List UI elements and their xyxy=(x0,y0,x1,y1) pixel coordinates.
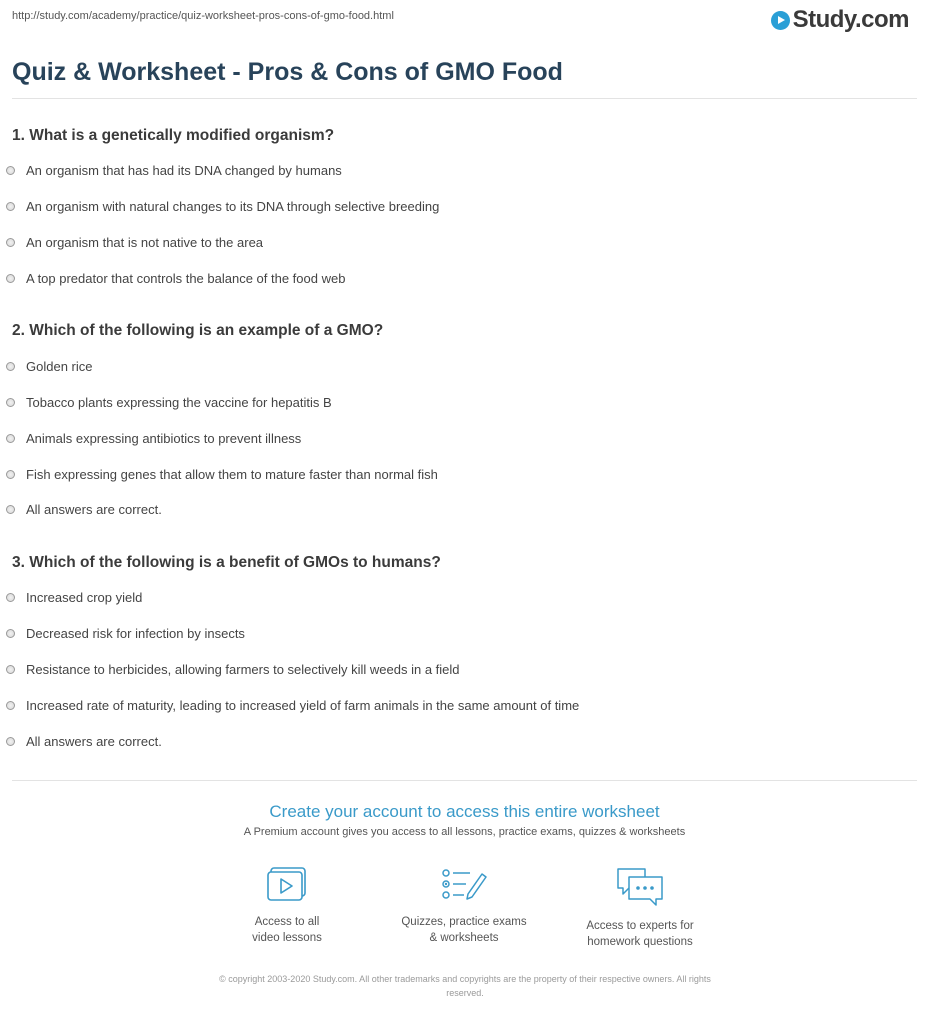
title-divider xyxy=(12,98,917,99)
chat-bubbles-icon xyxy=(615,866,665,908)
feature-experts xyxy=(560,866,720,950)
radio-button-icon[interactable] xyxy=(6,274,15,283)
radio-button-icon[interactable] xyxy=(6,398,15,407)
feature-label-line2: homework questions xyxy=(587,936,693,948)
copyright-line1: © copyright 2003-2020 Study.com. All other trademarks and copyrights are the property of their respective owners. All rights xyxy=(219,974,711,984)
option-label: Increased crop yield xyxy=(26,590,143,605)
page-url: http://study.com/academy/practice/quiz-worksheet-pros-cons-of-gmo-food.html xyxy=(12,10,394,22)
answer-option[interactable] xyxy=(6,199,439,214)
cta-subtitle: A Premium account gives you access to all lessons, practice exams, quizzes & worksheets xyxy=(243,826,686,838)
option-label: Fish expressing genes that allow them to mature faster than normal fish xyxy=(26,467,438,482)
option-label: An organism that has had its DNA changed by humans xyxy=(26,163,342,178)
radio-button-icon[interactable] xyxy=(6,701,15,710)
answer-option[interactable] xyxy=(6,395,332,410)
feature-label-line2: & worksheets xyxy=(429,932,499,944)
copyright-line2: reserved. xyxy=(446,988,484,998)
question-text: 3. Which of the following is a benefit of GMOs to humans? xyxy=(12,554,441,571)
radio-button-icon[interactable] xyxy=(6,629,15,638)
option-label: Resistance to herbicides, allowing farmers to selectively kill weeds in a field xyxy=(26,662,460,677)
radio-button-icon[interactable] xyxy=(6,202,15,211)
page-title: Quiz & Worksheet - Pros & Cons of GMO Food xyxy=(12,58,563,86)
question-2 xyxy=(12,322,917,340)
option-label: An organism with natural changes to its DNA through selective breeding xyxy=(26,199,440,214)
answer-option[interactable] xyxy=(6,163,342,178)
answer-option[interactable] xyxy=(6,734,162,749)
question-text: 1. What is a genetically modified organism? xyxy=(12,127,335,144)
play-circle-icon xyxy=(771,11,790,30)
create-account-link[interactable]: Create your account to access this entire worksheet xyxy=(269,802,660,821)
answer-option[interactable] xyxy=(6,431,301,446)
question-3 xyxy=(12,554,917,572)
section-divider xyxy=(12,780,917,781)
question-1 xyxy=(12,127,917,145)
answer-option[interactable] xyxy=(6,590,142,605)
feature-quizzes xyxy=(384,866,544,946)
answer-option[interactable] xyxy=(6,359,92,374)
feature-label-line1: Access to all xyxy=(254,916,320,928)
quiz-list-icon xyxy=(440,866,488,904)
radio-button-icon[interactable] xyxy=(6,166,15,175)
answer-option[interactable] xyxy=(6,698,579,713)
feature-label-line1: Quizzes, practice exams xyxy=(401,916,527,928)
video-lessons-icon xyxy=(266,866,308,904)
option-label: Tobacco plants expressing the vaccine for hepatitis B xyxy=(26,395,332,410)
radio-button-icon[interactable] xyxy=(6,238,15,247)
radio-button-icon[interactable] xyxy=(6,470,15,479)
feature-label-line2: video lessons xyxy=(252,932,322,944)
option-label: An organism that is not native to the area xyxy=(26,235,264,250)
answer-option[interactable] xyxy=(6,626,245,641)
answer-option[interactable] xyxy=(6,467,438,482)
copyright-notice xyxy=(170,972,760,1000)
radio-button-icon[interactable] xyxy=(6,505,15,514)
option-label: A top predator that controls the balance of the food web xyxy=(26,271,346,286)
feature-label-line1: Access to experts for xyxy=(586,920,694,932)
answer-option[interactable] xyxy=(6,271,345,286)
option-label: All answers are correct. xyxy=(26,734,162,749)
option-label: Decreased risk for infection by insects xyxy=(26,626,245,641)
option-label: All answers are correct. xyxy=(26,502,162,517)
option-label: Golden rice xyxy=(26,359,93,374)
radio-button-icon[interactable] xyxy=(6,593,15,602)
answer-option[interactable] xyxy=(6,662,460,677)
feature-video-lessons xyxy=(207,866,367,946)
radio-button-icon[interactable] xyxy=(6,665,15,674)
option-label: Increased rate of maturity, leading to increased yield of farm animals in the same amount of time xyxy=(26,698,580,713)
answer-option[interactable] xyxy=(6,235,263,250)
study-logo[interactable] xyxy=(771,6,909,34)
radio-button-icon[interactable] xyxy=(6,737,15,746)
radio-button-icon[interactable] xyxy=(6,362,15,371)
answer-option[interactable] xyxy=(6,502,162,517)
logo-text: Study.com xyxy=(792,6,909,33)
radio-button-icon[interactable] xyxy=(6,434,15,443)
option-label: Animals expressing antibiotics to prevent illness xyxy=(26,431,302,446)
question-text: 2. Which of the following is an example of a GMO? xyxy=(12,322,384,339)
